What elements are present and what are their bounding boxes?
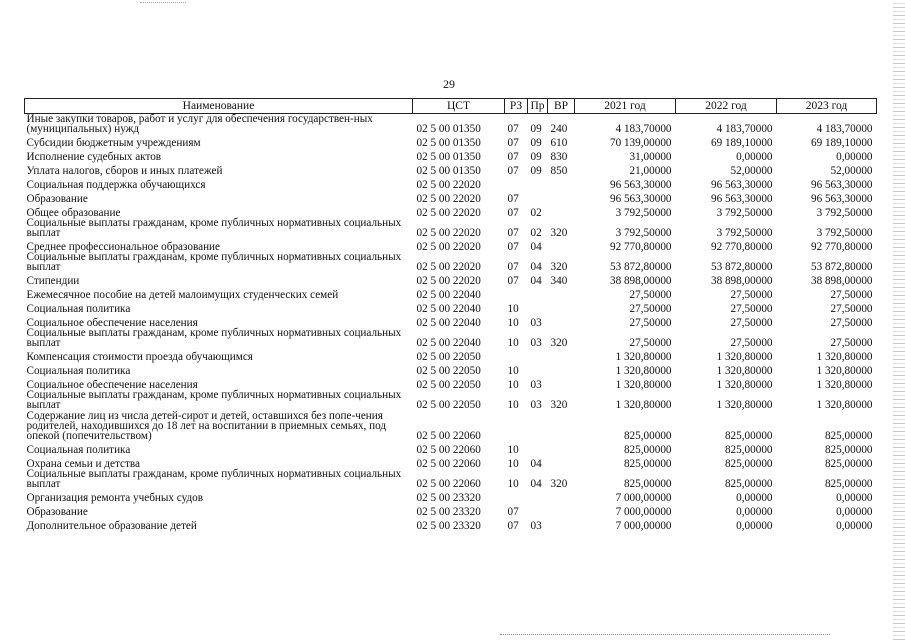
row-amount-2023: 27,50000 (830, 302, 873, 315)
row-name: Социальное обеспечение населения (26, 316, 198, 329)
row-amount-2023: 38 898,00000 (810, 275, 873, 288)
header-pr: Пр (528, 99, 548, 114)
row-rz: 10 (507, 316, 519, 329)
row-amount-2022: 27,50000 (730, 316, 773, 329)
row-vr (548, 489, 575, 503)
row-amount-2022: 0,00000 (736, 505, 773, 518)
page-number: 29 (443, 77, 455, 91)
table-body (25, 114, 877, 531)
row-cst: 02 5 00 01350 (416, 150, 481, 163)
row-amount-2022: 825,00000 (724, 429, 773, 442)
row-pr: 04 (530, 457, 542, 470)
row-pr: 03 (530, 378, 542, 391)
row-vr (548, 411, 575, 442)
row-amount-2022: 0,00000 (736, 519, 773, 532)
row-amount-2021: 92 770,80000 (609, 240, 672, 253)
row-amount-2023: 3 792,50000 (816, 226, 873, 239)
table-row (25, 469, 877, 489)
row-amount-2021: 96 563,30000 (609, 192, 672, 205)
row-cst: 02 5 00 22060 (416, 443, 481, 456)
row-pr: 03 (530, 519, 542, 532)
row-amount-2021: 1 320,80000 (615, 365, 672, 377)
row-vr (548, 376, 575, 390)
row-amount-2022: 53 872,80000 (710, 261, 773, 274)
row-amount-2023: 825,00000 (824, 429, 873, 442)
row-amount-2021: 4 183,70000 (615, 123, 672, 136)
row-cst: 02 5 00 22050 (416, 351, 481, 364)
row-amount-2021: 27,50000 (629, 337, 672, 350)
row-amount-2022: 27,50000 (730, 302, 773, 315)
row-rz: 10 (507, 365, 519, 377)
row-vr: 830 (550, 150, 568, 163)
row-cst: 02 5 00 22040 (416, 337, 481, 350)
row-amount-2021: 3 792,50000 (615, 206, 672, 219)
row-amount-2023: 52,00000 (830, 164, 873, 177)
row-name: Субсидии бюджетным учреждениям (26, 137, 201, 150)
scan-artifact-top (140, 2, 186, 4)
row-amount-2022: 825,00000 (724, 478, 773, 491)
row-amount-2023: 4 183,70000 (816, 123, 873, 136)
row-amount-2021: 96 563,30000 (609, 178, 672, 191)
row-name: Содержание лиц из числа детей-сирот и детей, оставшихся без попе-чения родителей, находившихся до 18 лет на воспитании в приемных семьях, под опекой (попечительством) (26, 409, 387, 442)
table-row (25, 252, 877, 272)
table-row (25, 176, 877, 190)
row-amount-2021: 7 000,00000 (615, 519, 672, 532)
row-vr (548, 300, 575, 314)
row-vr: 320 (550, 399, 568, 412)
row-name: Социальная политика (26, 443, 131, 456)
row-rz: 10 (507, 457, 519, 470)
table-row (25, 162, 877, 176)
header-vr: ВР (548, 99, 575, 114)
table-row (25, 190, 877, 204)
row-rz (505, 286, 528, 300)
row-name: Социальная политика (26, 365, 131, 377)
row-name: Уплата налогов, сборов и иных платежей (26, 164, 223, 177)
row-amount-2021: 27,50000 (629, 289, 672, 302)
row-amount-2022: 1 320,80000 (716, 365, 773, 377)
row-amount-2022: 1 320,80000 (716, 351, 773, 364)
row-vr: 850 (550, 164, 568, 177)
table-row (25, 503, 877, 517)
row-amount-2022: 38 898,00000 (710, 275, 773, 288)
row-pr: 09 (530, 123, 542, 136)
row-pr (528, 362, 548, 376)
row-amount-2022: 3 792,50000 (716, 206, 773, 219)
row-cst: 02 5 00 01350 (416, 123, 481, 136)
row-cst: 02 5 00 23320 (416, 491, 481, 504)
row-amount-2022: 92 770,80000 (710, 240, 773, 253)
row-amount-2023: 92 770,80000 (810, 240, 873, 253)
row-amount-2023: 825,00000 (824, 478, 873, 491)
row-amount-2021: 27,50000 (629, 316, 672, 329)
row-amount-2023: 0,00000 (836, 519, 873, 532)
row-vr (548, 176, 575, 190)
row-amount-2021: 53 872,80000 (609, 261, 672, 274)
row-vr: 240 (550, 123, 568, 136)
row-rz (505, 176, 528, 190)
row-pr (528, 503, 548, 517)
row-name: Дополнительное образование детей (26, 519, 197, 532)
table-row (25, 272, 877, 286)
row-name: Образование (26, 505, 88, 518)
table-row (25, 348, 877, 362)
row-cst: 02 5 00 22020 (416, 226, 481, 239)
scan-artifact-bottom (500, 634, 830, 636)
row-amount-2022: 825,00000 (724, 457, 773, 470)
row-vr (548, 314, 575, 328)
table-row (25, 517, 877, 531)
header-rz: РЗ (505, 99, 528, 114)
row-amount-2021: 825,00000 (623, 429, 672, 442)
row-name: Социальные выплаты гражданам, кроме публичных нормативных социальных выплат (26, 216, 402, 239)
row-vr: 340 (550, 275, 568, 288)
table-row (25, 300, 877, 314)
row-amount-2021: 31,00000 (629, 150, 672, 163)
row-pr: 03 (530, 316, 542, 329)
header-name: Наименование (25, 99, 413, 114)
row-vr (548, 286, 575, 300)
table-row (25, 362, 877, 376)
row-pr: 02 (530, 226, 542, 239)
scan-edge-right (893, 0, 905, 640)
row-name: Компенсация стоимости проезда обучающимся (26, 351, 253, 364)
row-vr (548, 348, 575, 362)
row-amount-2023: 0,00000 (836, 491, 873, 504)
row-amount-2023: 1 320,80000 (816, 378, 873, 391)
row-name: Исполнение судебных актов (26, 150, 162, 163)
table-row (25, 148, 877, 162)
row-vr (548, 362, 575, 376)
row-pr: 04 (530, 261, 542, 274)
row-amount-2021: 21,00000 (629, 164, 672, 177)
table-row (25, 411, 877, 442)
row-amount-2023: 0,00000 (836, 150, 873, 163)
row-amount-2021: 27,50000 (629, 302, 672, 315)
row-cst: 02 5 00 22050 (416, 378, 481, 391)
row-amount-2021: 825,00000 (623, 457, 672, 470)
row-amount-2021: 7 000,00000 (615, 491, 672, 504)
row-rz: 07 (507, 137, 519, 150)
row-amount-2023: 96 563,30000 (810, 192, 873, 205)
row-amount-2021: 1 320,80000 (615, 399, 672, 412)
row-cst: 02 5 00 22050 (416, 399, 481, 412)
row-cst: 02 5 00 22060 (416, 457, 481, 470)
table-row (25, 218, 877, 238)
row-amount-2022: 1 320,80000 (716, 378, 773, 391)
row-name: Социальные выплаты гражданам, кроме публичных нормативных социальных выплат (26, 389, 402, 412)
row-cst: 02 5 00 22040 (416, 316, 481, 329)
row-rz: 07 (507, 240, 519, 253)
row-amount-2023: 3 792,50000 (816, 206, 873, 219)
row-amount-2022: 0,00000 (736, 150, 773, 163)
row-amount-2023: 27,50000 (830, 289, 873, 302)
row-rz: 07 (507, 275, 519, 288)
row-amount-2021: 38 898,00000 (609, 275, 672, 288)
row-name: Социальная политика (26, 302, 131, 315)
table-row (25, 286, 877, 300)
row-amount-2023: 1 320,80000 (816, 365, 873, 377)
row-rz: 10 (507, 302, 519, 315)
row-name: Социальные выплаты гражданам, кроме публичных нормативных социальных выплат (26, 327, 402, 350)
header-2022: 2022 год (676, 99, 777, 114)
row-amount-2021: 3 792,50000 (615, 226, 672, 239)
header-2023: 2023 год (777, 99, 877, 114)
row-cst: 02 5 00 22020 (416, 178, 481, 191)
row-amount-2022: 825,00000 (724, 443, 773, 456)
row-vr (548, 190, 575, 204)
row-amount-2021: 825,00000 (623, 443, 672, 456)
row-amount-2021: 7 000,00000 (615, 505, 672, 518)
row-vr: 320 (550, 478, 568, 491)
row-cst: 02 5 00 23320 (416, 519, 481, 532)
header-2021: 2021 год (575, 99, 676, 114)
row-amount-2023: 69 189,10000 (810, 137, 873, 150)
row-amount-2022: 27,50000 (730, 289, 773, 302)
row-vr (548, 238, 575, 252)
row-rz: 07 (507, 206, 519, 219)
row-rz: 07 (507, 150, 519, 163)
row-cst: 02 5 00 22020 (416, 240, 481, 253)
row-pr (528, 176, 548, 190)
row-amount-2023: 27,50000 (830, 316, 873, 329)
row-pr (528, 348, 548, 362)
row-pr: 03 (530, 399, 542, 412)
row-name: Организация ремонта учебных судов (26, 491, 204, 504)
row-rz: 10 (507, 478, 519, 491)
row-cst: 02 5 00 22060 (416, 478, 481, 491)
table-row (25, 238, 877, 252)
row-name: Стипендии (26, 275, 80, 288)
row-amount-2021: 1 320,80000 (615, 351, 672, 364)
row-vr: 320 (550, 226, 568, 239)
row-rz: 07 (507, 226, 519, 239)
row-amount-2023: 53 872,80000 (810, 261, 873, 274)
row-pr: 04 (530, 240, 542, 253)
table-row (25, 376, 877, 390)
row-name: Охрана семьи и детства (26, 457, 140, 470)
row-pr (528, 190, 548, 204)
row-name: Образование (26, 192, 88, 205)
row-amount-2023: 96 563,30000 (810, 178, 873, 191)
row-vr: 320 (550, 261, 568, 274)
row-cst: 02 5 00 22020 (416, 192, 481, 205)
row-rz: 07 (507, 123, 519, 136)
row-rz: 10 (507, 378, 519, 391)
table-row (25, 455, 877, 469)
row-vr (548, 204, 575, 218)
row-pr: 09 (530, 137, 542, 150)
header-cst: ЦСТ (413, 99, 505, 114)
row-pr: 09 (530, 150, 542, 163)
row-vr (548, 441, 575, 455)
row-cst: 02 5 00 22060 (416, 429, 481, 442)
row-cst: 02 5 00 01350 (416, 137, 481, 150)
row-cst: 02 5 00 22020 (416, 261, 481, 274)
row-name: Общее образование (26, 206, 121, 219)
row-name: Социальные выплаты гражданам, кроме публичных нормативных социальных выплат (26, 251, 402, 274)
row-amount-2023: 27,50000 (830, 337, 873, 350)
row-amount-2023: 825,00000 (824, 443, 873, 456)
row-pr: 04 (530, 275, 542, 288)
row-rz: 07 (507, 519, 519, 532)
row-amount-2022: 3 792,50000 (716, 226, 773, 239)
row-pr (528, 411, 548, 442)
row-cst: 02 5 00 22020 (416, 275, 481, 288)
row-name: Социальные выплаты гражданам, кроме публичных нормативных социальных выплат (26, 467, 402, 491)
row-vr: 320 (550, 337, 568, 350)
row-rz (505, 489, 528, 503)
row-pr (528, 286, 548, 300)
row-cst: 02 5 00 22050 (416, 365, 481, 377)
row-pr (528, 300, 548, 314)
row-amount-2023: 0,00000 (836, 505, 873, 518)
row-vr (548, 517, 575, 531)
row-rz: 10 (507, 399, 519, 412)
row-name: Иные закупки товаров, работ и услуг для обеспечения государствен-ных (муниципальных) нужд (26, 113, 373, 136)
table-row (25, 489, 877, 503)
row-amount-2021: 825,00000 (623, 478, 672, 491)
row-amount-2023: 1 320,80000 (816, 351, 873, 364)
row-amount-2022: 69 189,10000 (710, 137, 773, 150)
table-header-row (25, 99, 877, 114)
row-pr (528, 441, 548, 455)
table-row (25, 328, 877, 348)
row-rz: 07 (507, 192, 519, 205)
budget-table (24, 98, 877, 531)
row-cst: 02 5 00 22020 (416, 206, 481, 219)
row-amount-2023: 825,00000 (824, 457, 873, 470)
row-amount-2021: 1 320,80000 (615, 378, 672, 391)
row-amount-2023: 1 320,80000 (816, 399, 873, 412)
row-name: Социальная поддержка обучающихся (26, 178, 206, 191)
table-row (25, 390, 877, 410)
row-name: Социальное обеспечение населения (26, 378, 198, 391)
row-name: Ежемесячное пособие на детей малоимущих студенческих семей (26, 289, 339, 302)
row-pr: 02 (530, 206, 542, 219)
row-amount-2021: 70 139,00000 (609, 137, 672, 150)
row-rz (505, 348, 528, 362)
row-amount-2022: 96 563,30000 (710, 192, 773, 205)
row-pr: 03 (530, 337, 542, 350)
table-row (25, 441, 877, 455)
row-rz: 07 (507, 505, 519, 518)
row-pr: 04 (530, 478, 542, 491)
row-name: Среднее профессиональное образование (26, 240, 221, 253)
row-amount-2022: 52,00000 (730, 164, 773, 177)
row-cst: 02 5 00 22040 (416, 302, 481, 315)
row-cst: 02 5 00 22040 (416, 289, 481, 302)
row-amount-2022: 27,50000 (730, 337, 773, 350)
row-rz (505, 411, 528, 442)
row-pr: 09 (530, 164, 542, 177)
row-pr (528, 489, 548, 503)
row-amount-2022: 0,00000 (736, 491, 773, 504)
row-amount-2022: 4 183,70000 (716, 123, 773, 136)
table-row (25, 114, 877, 135)
row-amount-2022: 96 563,30000 (710, 178, 773, 191)
row-rz: 10 (507, 443, 519, 456)
table-row (25, 314, 877, 328)
row-vr (548, 455, 575, 469)
row-cst: 02 5 00 23320 (416, 505, 481, 518)
row-rz: 07 (507, 164, 519, 177)
row-rz: 10 (507, 337, 519, 350)
row-rz: 07 (507, 261, 519, 274)
row-amount-2022: 1 320,80000 (716, 399, 773, 412)
row-vr (548, 503, 575, 517)
table-row (25, 204, 877, 218)
row-cst: 02 5 00 01350 (416, 164, 481, 177)
table-row (25, 134, 877, 148)
row-vr: 610 (550, 137, 568, 150)
